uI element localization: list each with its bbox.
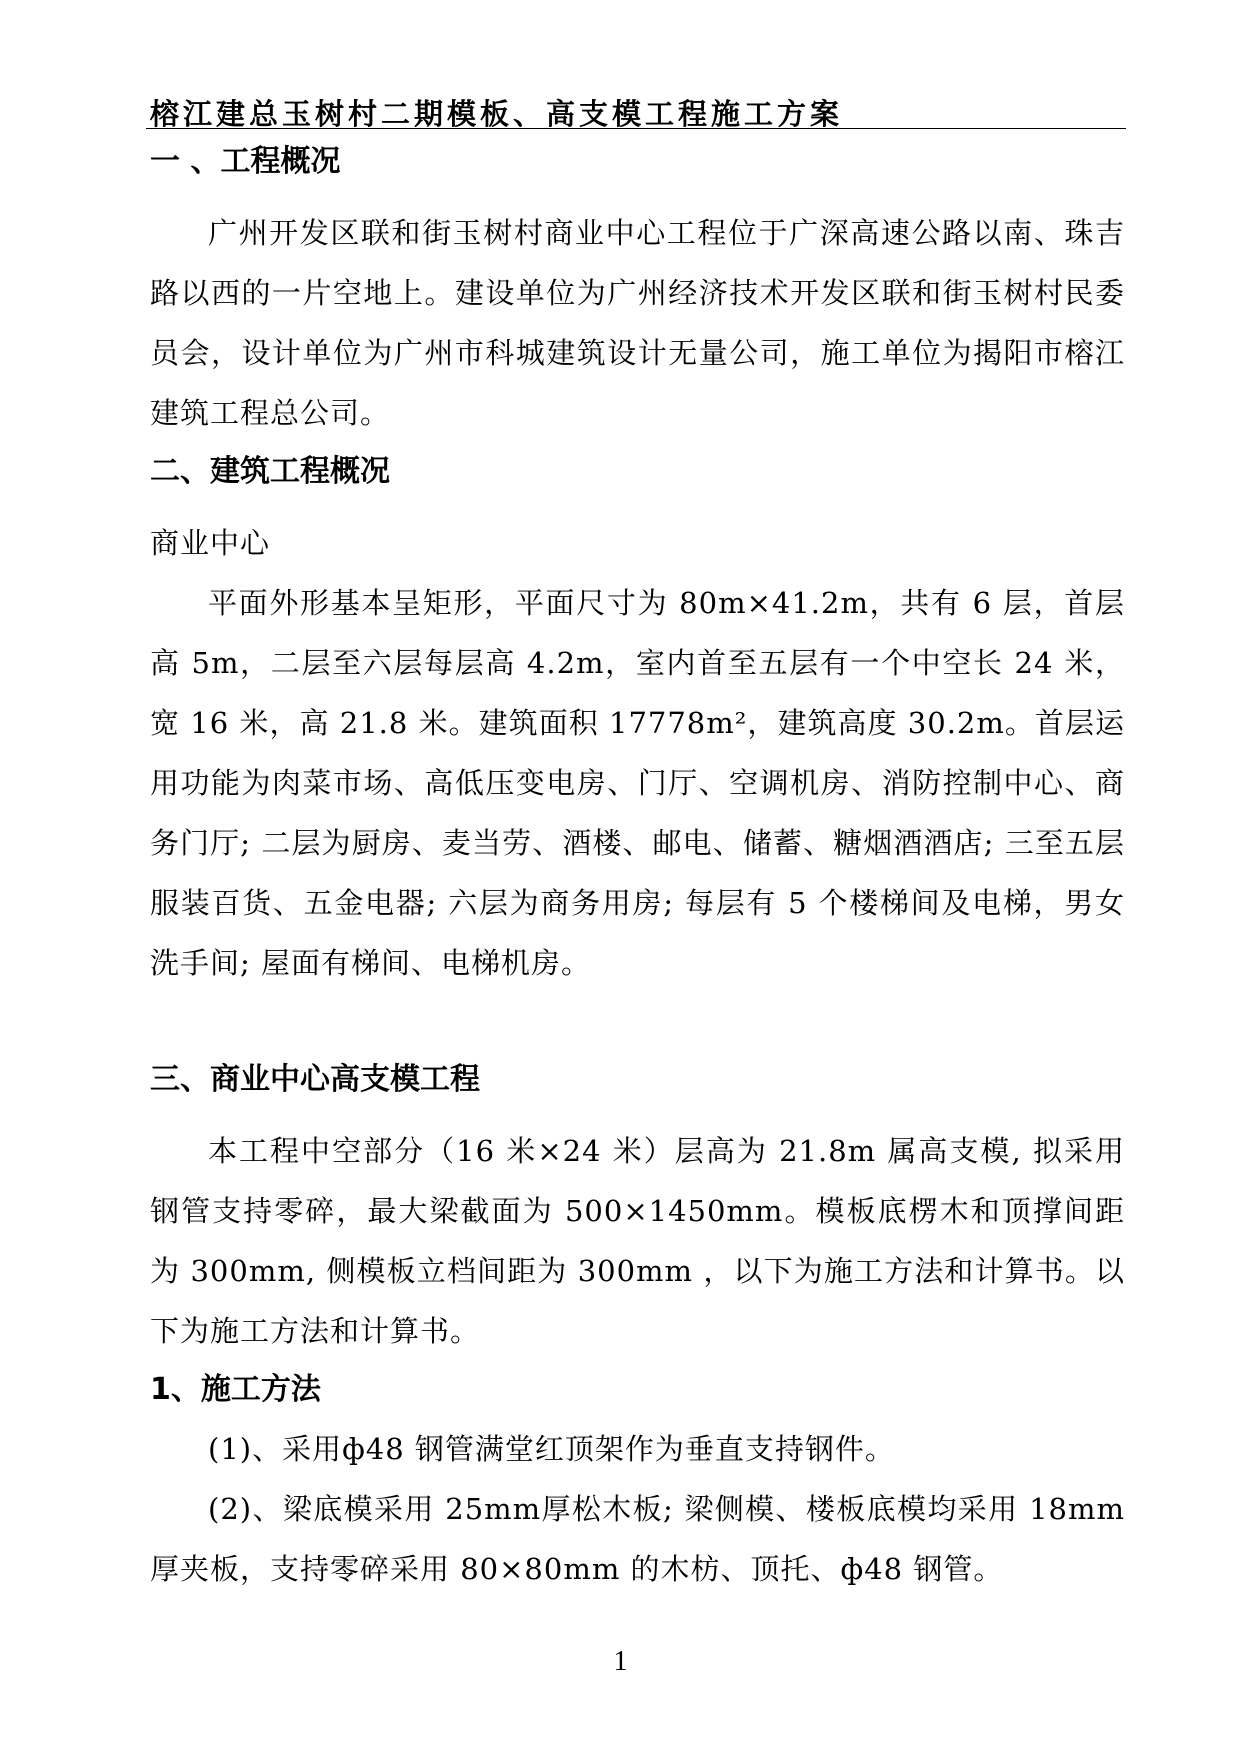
spacer [150, 501, 1125, 513]
subheading-commercial-center: 商业中心 [150, 526, 271, 560]
section-heading-construction-method: 1、施工方法 [150, 1372, 321, 1407]
paragraph-high-formwork: 本工程中空部分（16 米×24 米）层高为 21.8m 属高支模, 拟采用钢管支持零碎，最大梁截面为 500×1450mm。模板底楞木和顶撑间距为 300mm, 侧模板立档间距为 300mm ，以下为施工方法和计算书。以下为施工方法和计算书。 [150, 1134, 1125, 1348]
spacer [150, 1109, 1125, 1121]
spacer [150, 993, 1125, 1051]
header-rule [146, 128, 1126, 129]
paragraph-overview: 广州开发区联和街玉树村商业中心工程位于广深高速公路以南、珠吉路以西的一片空地上。建设单位为广州经济技术开发区联和街玉树村民委员会，设计单位为广州市科城建筑设计无量公司，施工单位为揭阳市榕江建筑工程总公司。 [150, 216, 1125, 430]
section-heading-building: 二、建筑工程概况 [150, 454, 390, 489]
paragraph-building: 平面外形基本呈矩形，平面尺寸为 80m×41.2m，共有 6 层，首层高 5m，二层至六层每层高 4.2m，室内首至五层有一个中空长 24 米，宽 16 米，高 21.8 米。建筑面积 17778m²，建筑高度 30.2m。首层运用功能为肉菜市场、高低压变电房、门厅、空调机房、消防控制中心、商务门厅; 二层为厨房、麦当劳、酒楼、邮电、储蓄、糖烟酒酒店; 三至五层服装百货、五金电器; 六层为商务用房; 每层有 5 个楼梯间及电梯，男女洗手间; 屋面有梯间、电梯机房。 [150, 586, 1125, 980]
spacer [150, 191, 1125, 203]
paragraph-method-1: (1)、采用ф48 钢管满堂红顶架作为垂直支持钢件。 [208, 1432, 895, 1466]
document-body [150, 133, 1125, 1599]
paragraph-method-2: (2)、梁底模采用 25mm厚松木板; 梁侧模、楼板底模均采用 18mm 厚夹板，支持零碎采用 80×80mm 的木枋、顶托、ф48 钢管。 [150, 1492, 1125, 1586]
page-number: 1 [613, 1646, 628, 1677]
section-heading-overview: 一 、工程概况 [150, 144, 341, 179]
running-header: 榕江建总玉树村二期模板、高支模工程施工方案 [150, 97, 844, 131]
section-heading-high-formwork: 三、商业中心高支模工程 [150, 1062, 480, 1097]
